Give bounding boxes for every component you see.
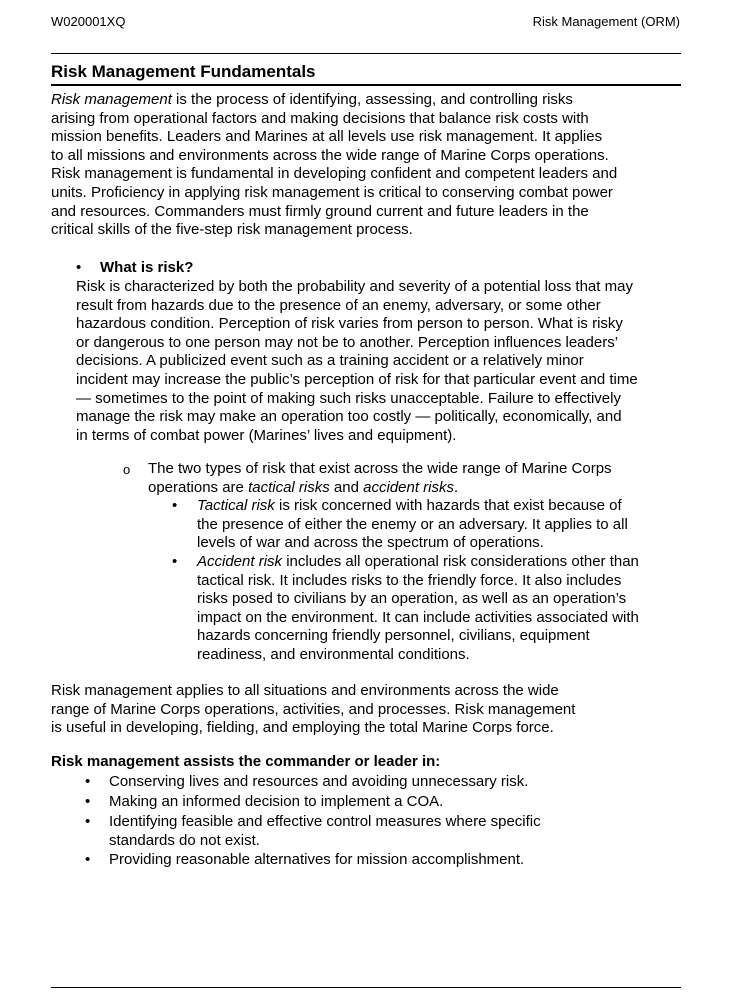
intro-term: Risk management xyxy=(51,91,172,108)
intro-line: critical skills of the five-step risk management process. xyxy=(51,221,413,239)
assists-heading: Risk management assists the commander or leader in: xyxy=(51,753,441,770)
applies-line: is useful in developing, fielding, and employing the total Marine Corps force. xyxy=(51,719,554,737)
tactical-line: levels of war and across the spectrum of operations. xyxy=(197,534,544,552)
assist-item-line: standards do not exist. xyxy=(109,831,260,849)
bullet-icon: • xyxy=(85,813,91,830)
intro-line: arising from operational factors and making decisions that balance risk costs with xyxy=(51,109,589,127)
bullet-icon: • xyxy=(85,793,91,810)
risk-line: incident may increase the public’s perception of risk for that particular event and time xyxy=(76,370,638,388)
risk-line: in terms of combat power (Marines’ lives and equipment). xyxy=(76,426,457,444)
applies-line: range of Marine Corps operations, activities, and processes. Risk management xyxy=(51,700,576,718)
intro-line: mission benefits. Leaders and Marines at all levels use risk management. It applies xyxy=(51,128,603,146)
risk-line: hazardous condition. Perception of risk varies from person to person. What is risky xyxy=(76,315,623,333)
intro-line: Risk management is fundamental in developing confident and competent leaders and xyxy=(51,165,618,183)
bullet-icon: • xyxy=(172,553,178,570)
tactical-risk-paragraph xyxy=(197,497,628,553)
assist-item xyxy=(109,813,541,850)
risk-line: — sometimes to the point of making such risks unacceptable. Failure to effectively xyxy=(76,389,621,407)
accident-risk-term: Accident risk xyxy=(197,553,283,570)
intro-line-rest: is the process of identifying, assessing, and controlling risks xyxy=(171,91,573,108)
risk-types-text: operations are xyxy=(148,478,249,496)
tactical-risks-term: tactical risks xyxy=(248,478,330,496)
accident-line: readiness, and environmental conditions. xyxy=(197,645,470,663)
risk-line: Risk is characterized by both the probability and severity of a potential loss that may xyxy=(76,278,633,295)
accident-line: risks posed to civilians by an operation, as well as an operation’s xyxy=(197,590,627,608)
accident-line: hazards concerning friendly personnel, civilians, equipment xyxy=(197,627,590,645)
header-divider xyxy=(51,53,681,54)
risk-types-paragraph xyxy=(148,460,612,497)
risk-line: decisions. A publicized event such as a training accident or a relatively minor xyxy=(76,352,584,370)
bullet-icon: • xyxy=(85,773,91,790)
bullet-icon: • xyxy=(172,497,178,514)
tactical-line xyxy=(197,497,628,516)
footer-divider xyxy=(51,987,681,988)
intro-line xyxy=(51,91,617,110)
assist-item: Making an informed decision to implement a COA. xyxy=(109,793,444,810)
bullet-icon: • xyxy=(76,259,82,276)
risk-line: or dangerous to one person may not be to another. Perception influences leaders’ xyxy=(76,333,619,351)
assist-item-line: Identifying feasible and effective control measures where specific xyxy=(109,813,541,830)
accident-risks-term: accident risks xyxy=(363,478,455,496)
what-is-risk-heading: What is risk? xyxy=(100,259,194,276)
circle-bullet-icon: o xyxy=(123,462,131,477)
risk-definition-paragraph xyxy=(76,278,638,445)
accident-line-rest: includes all operational risk considerations other than xyxy=(282,553,639,570)
intro-line: to all missions and environments across the wide range of Marine Corps operations. xyxy=(51,146,609,164)
risk-line: manage the risk may make an operation too costly — politically, economically, and xyxy=(76,408,622,426)
assist-item: Providing reasonable alternatives for mission accomplishment. xyxy=(109,851,525,868)
risk-types-and: and xyxy=(329,478,364,496)
accident-risk-paragraph xyxy=(197,553,639,665)
accident-line xyxy=(197,553,639,572)
applies-line: Risk management applies to all situations and environments across the wide xyxy=(51,682,559,699)
assist-item: Conserving lives and resources and avoiding unnecessary risk. xyxy=(109,773,529,790)
intro-line: and resources. Commanders must firmly ground current and future leaders in the xyxy=(51,202,589,220)
accident-line: tactical risk. It includes risks to the friendly force. It also includes xyxy=(197,571,622,589)
risk-types-line xyxy=(148,479,612,498)
document-header-title: Risk Management (ORM) xyxy=(532,14,680,29)
document-id: W020001XQ xyxy=(51,14,126,29)
tactical-line-rest: is risk concerned with hazards that exist because of xyxy=(274,497,622,514)
applies-paragraph xyxy=(51,682,575,738)
intro-line: units. Proficiency in applying risk management is critical to conserving combat power xyxy=(51,183,613,201)
bullet-icon: • xyxy=(85,851,91,868)
tactical-risk-term: Tactical risk xyxy=(197,497,275,514)
risk-line: result from hazards due to the presence of an enemy, adversary, or some other xyxy=(76,296,601,314)
risk-types-period: . xyxy=(454,478,459,496)
section-title: Risk Management Fundamentals xyxy=(51,62,681,86)
accident-line: impact on the environment. It can include activities associated with xyxy=(197,608,639,626)
tactical-line: the presence of either the enemy or an adversary. It applies to all xyxy=(197,515,628,533)
intro-paragraph xyxy=(51,91,617,240)
risk-types-line: The two types of risk that exist across the wide range of Marine Corps xyxy=(148,460,612,477)
